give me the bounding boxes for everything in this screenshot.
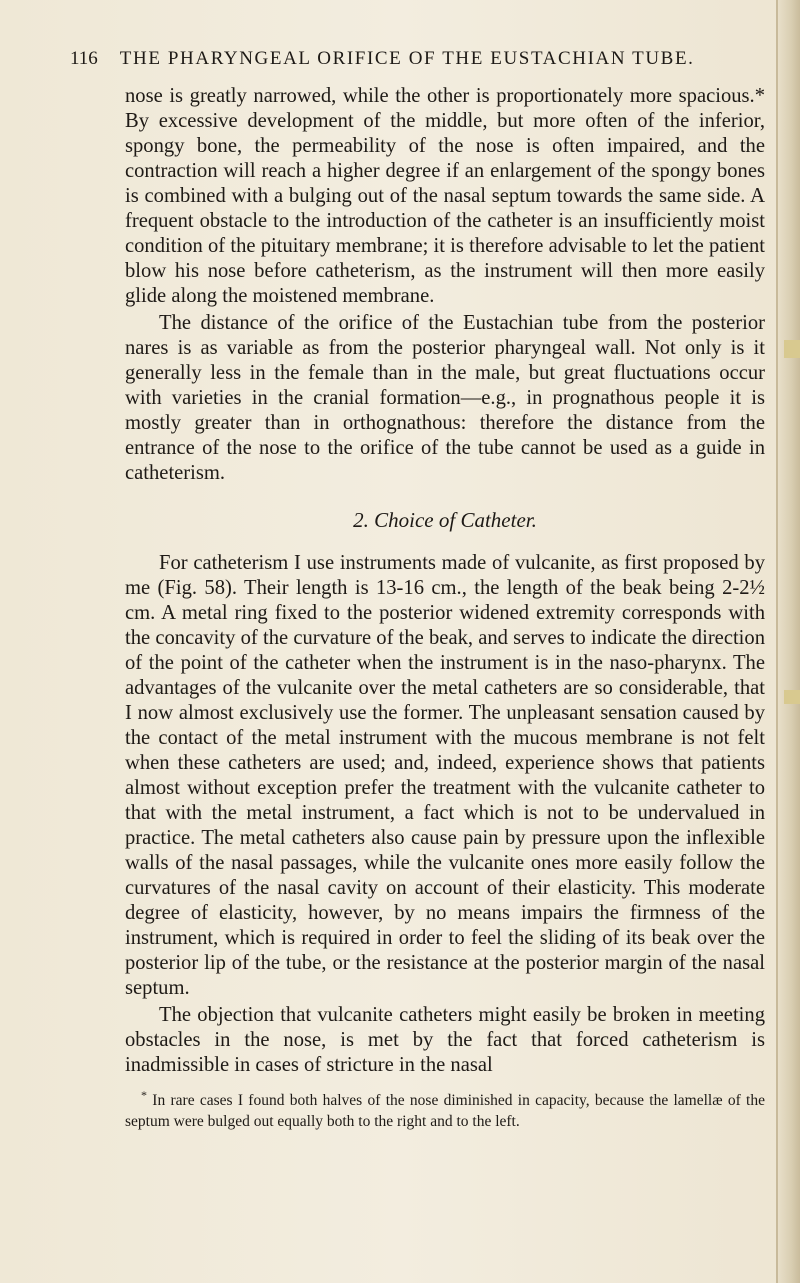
page-body [125, 84, 765, 1132]
section-heading: 2. Choice of Catheter. [353, 508, 537, 532]
footnote [125, 1087, 765, 1132]
paragraph-continuation: nose is greatly narrowed, while the other is proportionately more spacious.* By excessive development of the middle, but more often of the inferior, spongy bone, the permeability of the nose is often impaired, and the contraction will reach a higher degree if an enlargement of the spongy bones is combined with a bulging out of the nasal septum towards the same side. A frequent obstacle to the introduction of the catheter is an insufficiently moist condition of the pituitary membrane; it is therefore advisable to let the patient blow his nose before catheterism, as the instrument will then more easily glide along the moistened membrane. [125, 85, 765, 307]
page-edge-mark [784, 340, 800, 358]
running-title: THE PHARYNGEAL ORIFICE OF THE EUSTACHIAN TUBE. [119, 48, 695, 69]
page-edge-mark [784, 690, 800, 704]
page-edge [776, 0, 800, 1283]
page-number: 116 [70, 48, 98, 69]
footnote-text: In rare cases I found both halves of the nose diminished in capacity, because the lamellæ of the septum were bulged out equally both to the right and to the left. [125, 1092, 765, 1130]
running-header [70, 48, 760, 70]
paragraph-orifice-distance: The distance of the orifice of the Eustachian tube from the posterior nares is as variable as from the posterior pharyngeal wall. Not only is it generally less in the female than in the male, but great fluctuations occur with varieties in the cranial formation—e.g., in prognathous people it is mostly greater than in orthognathous: therefore the distance from the entrance of the nose to the orifice of the tube cannot be used as a guide in catheterism. [125, 312, 765, 484]
paragraph-objection: The objection that vulcanite catheters might easily be broken in meeting obstacles in the nose, is met by the fact that forced catheterism is inadmissible in cases of stricture in the nasal [125, 1004, 765, 1076]
paragraph-catheter-choice: For catheterism I use instruments made of vulcanite, as first proposed by me (Fig. 58). Their length is 13-16 cm., the length of the beak being 2-2½ cm. A metal ring fixed to the posterior widened extremity corresponds with the concavity of the curvature of the beak, and serves to indicate the direction of the point of the catheter when the instrument is in the naso-pharynx. The advantages of the vulcanite over the metal catheters are so considerable, that I now almost exclusively use the former. The unpleasant sensation caused by the contact of the metal instrument with the mucous membrane is not felt when these catheters are used; and, indeed, experience shows that patients almost without exception prefer the treatment with the vulcanite catheter to that with the metal instrument, a fact which is not to be undervalued in practice. The metal catheters also cause pain by pressure upon the inflexible walls of the nasal passages, while the vulcanite ones more easily follow the curvatures of the nasal cavity on account of their elasticity. This moderate degree of elasticity, however, by no means impairs the firmness of the instrument, which is required in order to feel the sliding of its beak over the posterior lip of the tube, or the resistance at the posterior margin of the nasal septum. [125, 552, 765, 999]
footnote-mark: * [141, 1087, 147, 1102]
